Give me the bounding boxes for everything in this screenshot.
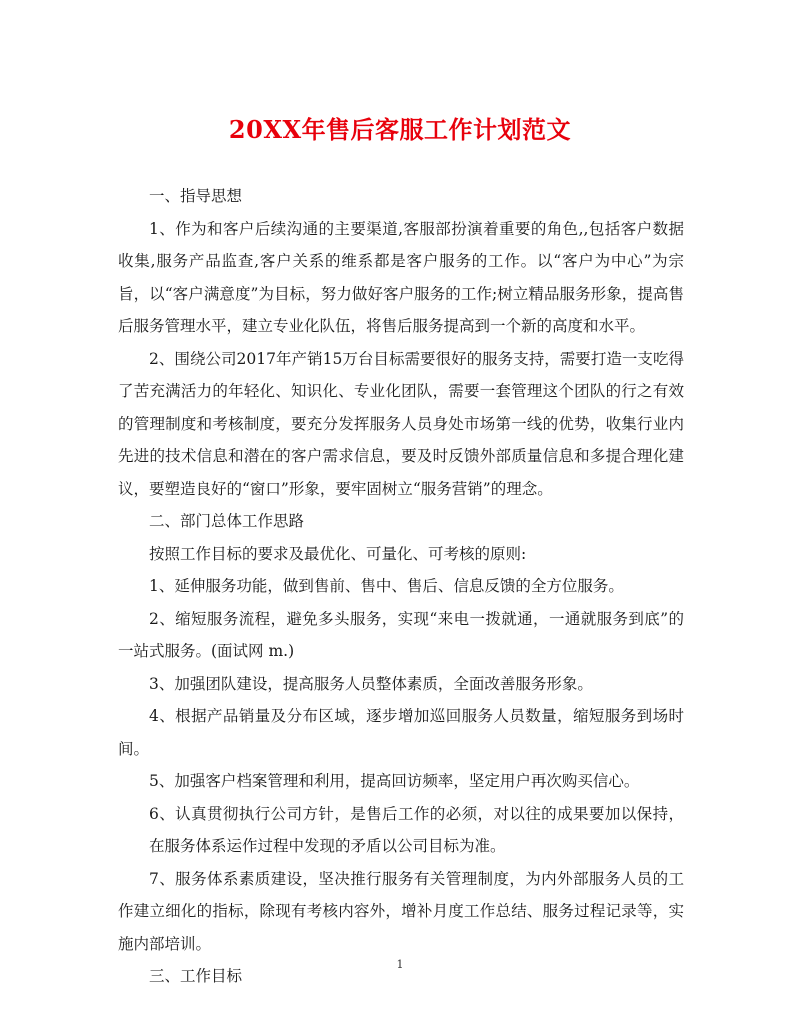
paragraph-principles: 按照工作目标的要求及最优化、可量化、可考核的原则:	[149, 544, 527, 563]
document-title: 20XX年售后客服工作计划范文	[228, 115, 572, 144]
section-heading-guiding-ideology: 一、指导思想	[149, 187, 243, 205]
section-heading-department-approach: 二、部门总体工作思路	[149, 512, 305, 530]
paragraph-item-1: 1、作为和客户后续沟通的主要渠道,客服部扮演着重要的角色,,包括客户数据收集,服务产品监查,客户关系的维系都是客户服务的工作。以“客户为中心”为宗旨，以“客户满意度”为目标，努力做好客户服务的工作;树立精品服务形象，提高售后服务管理水平，建立专业化队伍，将售后服务提高到一个新的高度和水平。	[118, 219, 684, 335]
list-item-3: 3、加强团队建设，提高服务人员整体素质，全面改善服务形象。	[149, 674, 593, 693]
list-item-5: 5、加强客户档案管理和利用，提高回访频率，坚定用户再次购买信心。	[149, 772, 640, 790]
list-item-6: 6、认真贯彻执行公司方针，是售后工作的必须，对以往的成果要加以保持，在服务体系运作过程中发现的矛盾以公司目标为准。	[149, 804, 684, 855]
paragraph-item-2: 2、围绕公司2017年产销15万台目标需要很好的服务支持，需要打造一支吃得了苦充满活力的年轻化、知识化、专业化团队，需要一套管理这个团队的行之有效的管理制度和考核制度，要充分发挥服务人员身处市场第一线的优势，收集行业内先进的技术信息和潜在的客户需求信息，要及时反馈外部质量信息和多提合理化建议，要塑造良好的“窗口”形象，要牢固树立“服务营销”的理念。	[118, 349, 684, 498]
list-item-7: 7、服务体系素质建设，坚决推行服务有关管理制度，为内外部服务人员的工作建立细化的指标，除现有考核内容外，增补月度工作总结、服务过程记录等，实施内部培训。	[118, 869, 684, 953]
section-heading-work-goals: 三、工作目标	[149, 967, 243, 985]
document-body	[118, 180, 684, 993]
page-number: 1	[396, 958, 404, 971]
list-item-2: 2、缩短服务流程，避免多头服务，实现“来电一拨就通，一通就服务到底”的一站式服务。(面试网 m.)	[118, 609, 684, 660]
list-item-4: 4、根据产品销量及分布区域，逐步增加巡回服务人员数量，缩短服务到场时间。	[118, 707, 684, 758]
list-item-1: 1、延伸服务功能，做到售前、售中、售后、信息反馈的全方位服务。	[149, 577, 624, 595]
